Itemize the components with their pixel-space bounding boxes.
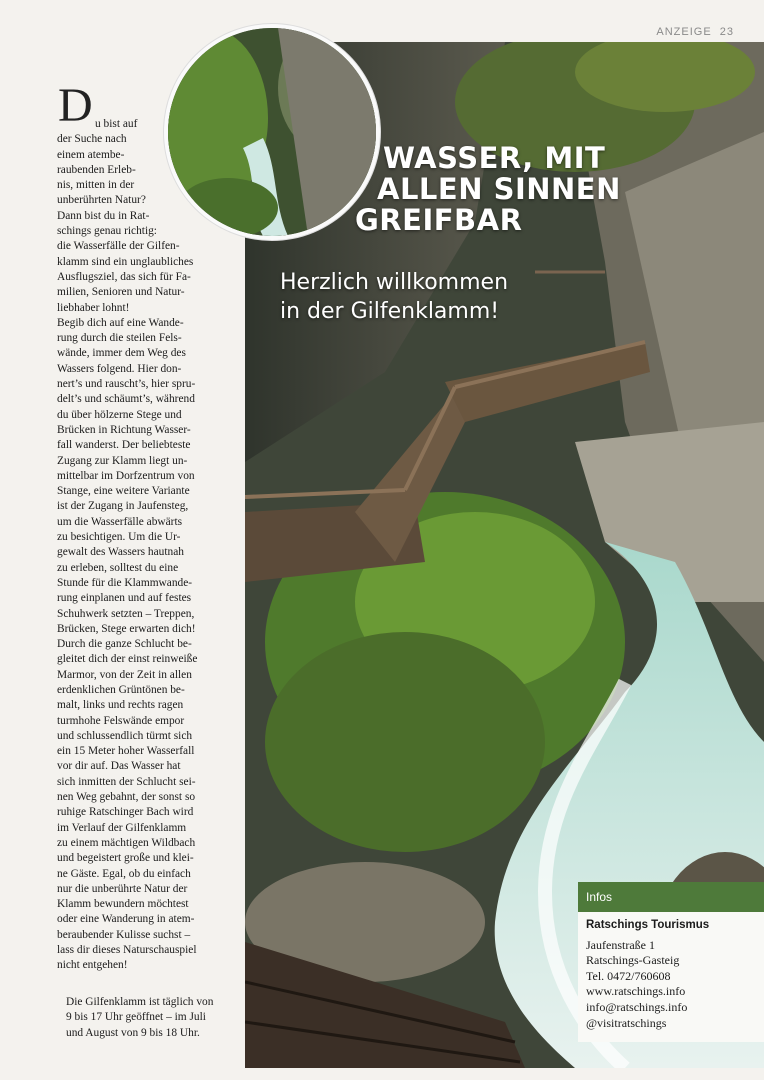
- subheadline: [280, 268, 580, 326]
- article-line: nen Weg gebahnt, der sonst so: [57, 791, 196, 804]
- article-line: nis, mitten in der: [57, 179, 135, 192]
- article-line: sich inmitten der Schlucht sei-: [57, 775, 196, 788]
- article-line: Brücken, Stege erwarten dich!: [57, 622, 196, 635]
- hours-line: 9 bis 17 Uhr geöffnet – im Juli: [66, 1011, 206, 1024]
- article-line: und begeistert große und klei-: [57, 852, 194, 865]
- article-line: nicht entgehen!: [57, 959, 128, 972]
- article-line: unberührten Natur?: [57, 194, 146, 207]
- article-line: oder eine Wanderung in atem-: [57, 913, 195, 926]
- advert-label: ANZEIGE: [656, 26, 712, 38]
- article-line: Zugang zur Klamm liegt un-: [57, 454, 188, 467]
- article-line: zu besichtigen. Um die Ur-: [57, 531, 181, 544]
- article-line: schings genau richtig:: [57, 225, 157, 238]
- article-line: der Suche nach: [57, 133, 127, 146]
- article-line: Brücken in Richtung Wasser-: [57, 423, 191, 436]
- article-line: einem atembe-: [57, 148, 125, 161]
- article-body: [57, 118, 217, 974]
- article-line: ne Gäste. Egal, ob du einfach: [57, 867, 191, 880]
- article-line: klamm sind ein unglaubliches: [57, 255, 194, 268]
- headline-line-2: ALLEN SINNEN: [377, 172, 621, 206]
- info-website-link[interactable]: www.ratschings.info: [586, 984, 686, 999]
- article-line: liebhaber lohnt!: [57, 301, 130, 314]
- article-line: Ausflugsziel, das sich für Fa-: [57, 270, 191, 283]
- hours-line: und August von 9 bis 18 Uhr.: [66, 1026, 200, 1039]
- info-address-street: Jaufenstraße 1: [586, 937, 655, 952]
- article-line: lass dir dieses Naturschauspiel: [57, 944, 197, 957]
- article-line: Begib dich auf eine Wande-: [57, 316, 184, 329]
- article-line: rung durch die steilen Fels-: [57, 332, 182, 345]
- article-line: u bist auf: [95, 118, 138, 130]
- headline: [353, 143, 653, 236]
- article-line: Schuhwerk setzten – Treppen,: [57, 607, 195, 620]
- article-line: fall wanderst. Der beliebteste: [57, 439, 191, 452]
- article-line: ruhige Ratschinger Bach wird: [57, 806, 194, 819]
- info-phone: Tel. 0472/760608: [586, 968, 671, 983]
- article-line: Stunde für die Klammwande-: [57, 576, 193, 589]
- article-line: beraubender Kulisse suchst –: [57, 928, 191, 941]
- article-line: und schlussendlich türmt sich: [57, 729, 193, 742]
- article-line: du über hölzerne Stege und: [57, 408, 182, 421]
- info-social-handle[interactable]: @visitratschings: [586, 1015, 667, 1030]
- article-line: delt’s und schäumt’s, während: [57, 393, 195, 406]
- headline-line-3: GREIFBAR: [355, 203, 523, 237]
- article-line: milien, Senioren und Natur-: [57, 286, 185, 299]
- hours-line: Die Gilfenklamm ist täglich von: [66, 996, 214, 1008]
- article-line: Stange, eine weitere Variante: [57, 485, 190, 498]
- article-line: turmhohe Felswände empor: [57, 714, 185, 727]
- article-line: erdenklichen Grüntönen be-: [57, 683, 185, 696]
- drop-cap: D: [58, 79, 93, 132]
- subheadline-line-1: Herzlich willkommen: [280, 270, 509, 295]
- info-organisation: Ratschings Tourismus: [586, 919, 710, 931]
- article-line: gleitet dich der einst reinweiße: [57, 653, 198, 666]
- article-line: im Verlauf der Gilfenklamm: [57, 821, 187, 834]
- page-header: [656, 26, 734, 38]
- subheadline-line-2: in der Gilfenklamm!: [280, 299, 500, 324]
- article-line: nur die unberührte Natur der: [57, 882, 188, 895]
- article-line: ist der Zugang in Jaufensteg,: [57, 500, 189, 513]
- article-line: nert’s und rauscht’s, hier spru-: [57, 378, 196, 391]
- article-line: Klamm bewundern möchtest: [57, 898, 189, 911]
- article-line: vor dir auf. Das Wasser hat: [57, 760, 181, 773]
- article-line: gewalt des Wassers hautnah: [57, 546, 184, 559]
- article-line: wände, immer dem Weg des: [57, 347, 186, 360]
- info-email-link[interactable]: info@ratschings.info: [586, 999, 688, 1014]
- opening-hours: [66, 995, 226, 1041]
- article-line: Marmor, von der Zeit in allen: [57, 668, 192, 681]
- article-line: zu erleben, solltest du eine: [57, 561, 179, 574]
- article-line: Wassers folgend. Hier don-: [57, 362, 182, 375]
- info-box: [578, 882, 764, 1042]
- article-line: ein 15 Meter hoher Wasserfall: [57, 745, 195, 758]
- article-line: malt, links und rechts ragen: [57, 699, 184, 712]
- article-line: die Wasserfälle der Gilfen-: [57, 240, 180, 253]
- info-heading: Infos: [578, 882, 764, 912]
- article-line: Durch die ganze Schlucht be-: [57, 638, 192, 651]
- article-line: rung einplanen und auf festes: [57, 592, 192, 605]
- headline-line-1: WASSER, MIT: [383, 141, 606, 175]
- article-line: raubenden Erleb-: [57, 163, 136, 176]
- article-line: zu einem mächtigen Wildbach: [57, 836, 196, 849]
- page-number: 23: [719, 26, 734, 38]
- article-line: um die Wasserfälle abwärts: [57, 515, 183, 528]
- article-line: mittelbar im Dorfzentrum von: [57, 469, 195, 482]
- article-line: Dann bist du in Rat-: [57, 209, 150, 222]
- info-address-town: Ratschings-Gasteig: [586, 953, 680, 968]
